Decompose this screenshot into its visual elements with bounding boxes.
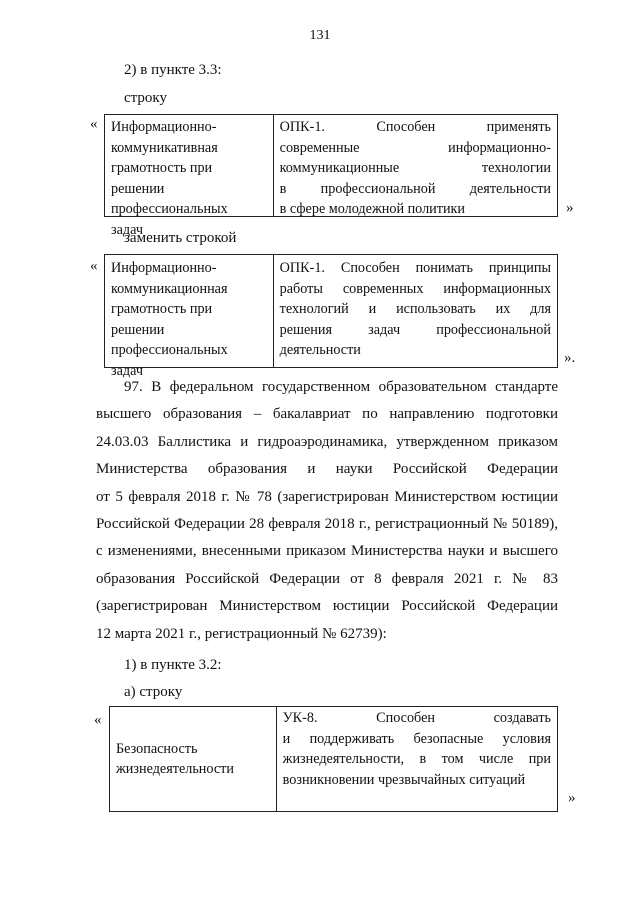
open-quote: « (90, 258, 98, 274)
cell-line: коммуникационные технологии (279, 160, 551, 176)
paragraph-line: (зарегистрирован Министерством юстиции Российской Федерации (96, 598, 558, 615)
table-1-right-cell (274, 115, 557, 216)
cell-line: задач (111, 221, 143, 238)
row-word: строку (124, 90, 167, 106)
cell-line: ОПК-1. Способен применять (279, 119, 551, 135)
paragraph-97 (96, 374, 558, 648)
table-2-right-cell (274, 255, 557, 367)
cell-line: коммуникационная (111, 280, 228, 297)
item-1: 1) в пункте 3.2: (124, 657, 222, 673)
table-2-left-cell (105, 255, 274, 379)
cell-line: решения задач профессиональной (279, 321, 551, 338)
paragraph-line: Министерства образования и науки Российской Федерации (96, 461, 558, 478)
cell-line: коммуникативная (111, 139, 218, 156)
paragraph-line: высшего образования – бакалавриат по направлению подготовки (96, 406, 558, 423)
cell-line: задач (111, 362, 143, 379)
cell-line: работы современных информационных (279, 280, 551, 297)
close-quote: ». (564, 350, 576, 366)
table-3-right-cell (277, 707, 557, 811)
close-quote: » (568, 790, 576, 806)
paragraph-line: 24.03.03 Баллистика и гидроаэродинамика, утвержденном приказом (96, 433, 558, 450)
cell-line: жизнедеятельности, в том числе при (282, 751, 551, 767)
item-a: а) строку (124, 684, 183, 700)
close-quote: » (566, 200, 574, 216)
cell-line: в сфере молодежной политики (279, 201, 466, 217)
cell-line: деятельности (279, 342, 361, 358)
paragraph-line: от 5 февраля 2018 г. № 78 (зарегистрирован Министерством юстиции (96, 488, 558, 505)
cell-line: ОПК-1. Способен понимать принципы (279, 260, 551, 276)
cell-line: жизнедеятельности (116, 761, 234, 777)
cell-line: решении (111, 180, 165, 197)
cell-line: УК-8. Способен создавать (282, 710, 551, 726)
cell-line: Информационно- (111, 260, 217, 276)
cell-line: технологий и использовать их для (279, 301, 551, 317)
paragraph-line: 97. В федеральном государственном образовательном стандарте (124, 379, 558, 395)
table-2 (104, 254, 558, 379)
page-number: 131 (309, 28, 331, 43)
cell-line: решении (111, 321, 165, 338)
cell-line: Информационно- (111, 119, 217, 135)
cell-line: возникновении чрезвычайных ситуаций (282, 771, 526, 788)
table-3-left-cell (110, 707, 277, 811)
cell-line: грамотность при (111, 160, 213, 176)
table-3 (109, 706, 558, 812)
paragraph-line: 12 марта 2021 г., регистрационный № 62739): (96, 625, 387, 642)
cell-line: Безопасность (116, 740, 198, 757)
open-quote: « (94, 712, 102, 728)
cell-line: профессиональных (111, 201, 228, 217)
paragraph-line: образования Российской Федерации от 8 февраля 2021 г. № 83 (96, 570, 558, 587)
paragraph-line: с изменениями, внесенными приказом Министерства науки и высшего (96, 543, 558, 560)
cell-line: в профессиональной деятельности (279, 180, 551, 197)
cell-line: и поддерживать безопасные условия (282, 730, 551, 747)
replace-with: заменить строкой (124, 230, 237, 246)
cell-line: грамотность при (111, 301, 213, 317)
cell-line: профессиональных (111, 342, 228, 358)
open-quote: « (90, 116, 98, 132)
item-2: 2) в пункте 3.3: (124, 62, 222, 78)
paragraph-line: Российской Федерации 28 февраля 2018 г., регистрационный № 50189), (96, 516, 558, 533)
cell-line: современные информационно- (279, 139, 551, 156)
